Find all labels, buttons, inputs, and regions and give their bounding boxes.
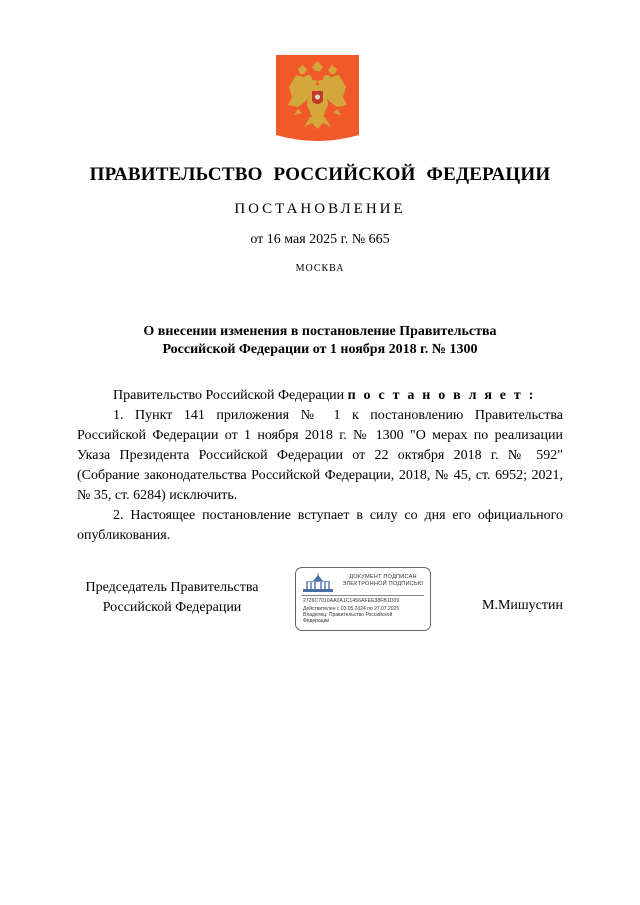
certificate-validity: Действителен с 03.05.2024 по 27.07.2025	[303, 606, 400, 612]
stamp-heading-line-2: ЭЛЕКТРОННОЙ ПОДПИСЬЮ	[342, 581, 424, 587]
document-kind: ПОСТАНОВЛЕНИЕ	[234, 201, 406, 217]
stamp-heading-line-1: ДОКУМЕНТ ПОДПИСАН	[349, 574, 417, 580]
coat-of-arms-icon	[276, 55, 359, 145]
decree-word: п о с т а н о в л я е т :	[347, 388, 536, 403]
certificate-owner: Владелец: Правительство Российской Федерации	[303, 612, 393, 624]
signer-title	[77, 578, 267, 618]
signer-title-line-2: Российской Федерации	[102, 600, 242, 615]
signer-name: М.Мишустин	[482, 598, 563, 613]
electronic-signature-stamp	[295, 567, 431, 631]
decree-item-2: 2. Настоящее постановление вступает в силу со дня его официального опубликования.	[77, 508, 563, 543]
document-body	[77, 386, 563, 546]
subject-line-1: О внесении изменения в постановление Правительства	[143, 324, 497, 339]
document-date: от 16 мая 2025 г. № 665	[250, 232, 390, 247]
signer-title-line-1: Председатель Правительства	[85, 580, 259, 595]
stamp-divider	[302, 595, 424, 596]
document-subject	[0, 323, 640, 359]
government-title: ПРАВИТЕЛЬСТВО РОССИЙСКОЙ ФЕДЕРАЦИИ	[89, 164, 551, 185]
subject-line-2: Российской Федерации от 1 ноября 2018 г. № 1300	[162, 342, 478, 357]
certificate-serial: 2726C7010AA0A1C1456AFEE38FB1D09	[303, 598, 400, 604]
decree-intro	[77, 386, 563, 406]
decree-intro-text: Правительство Российской Федерации	[113, 388, 348, 403]
stamp-heading	[336, 574, 430, 588]
government-building-icon	[303, 573, 333, 593]
document-city: МОСКВА	[295, 263, 345, 274]
decree-item-1: 1. Пункт 141 приложения № 1 к постановлению Правительства Российской Федерации от 1 ноября 2018 г. № 1300 "О мерах по реализации Указа Президента Российской Федерации от 22 октября 2018 г. № 592" (Собрание законодательства Российской Федерации, 2018, № 45, ст. 6952; 2021, № 35, ст. 6284) исключить.	[77, 408, 563, 503]
